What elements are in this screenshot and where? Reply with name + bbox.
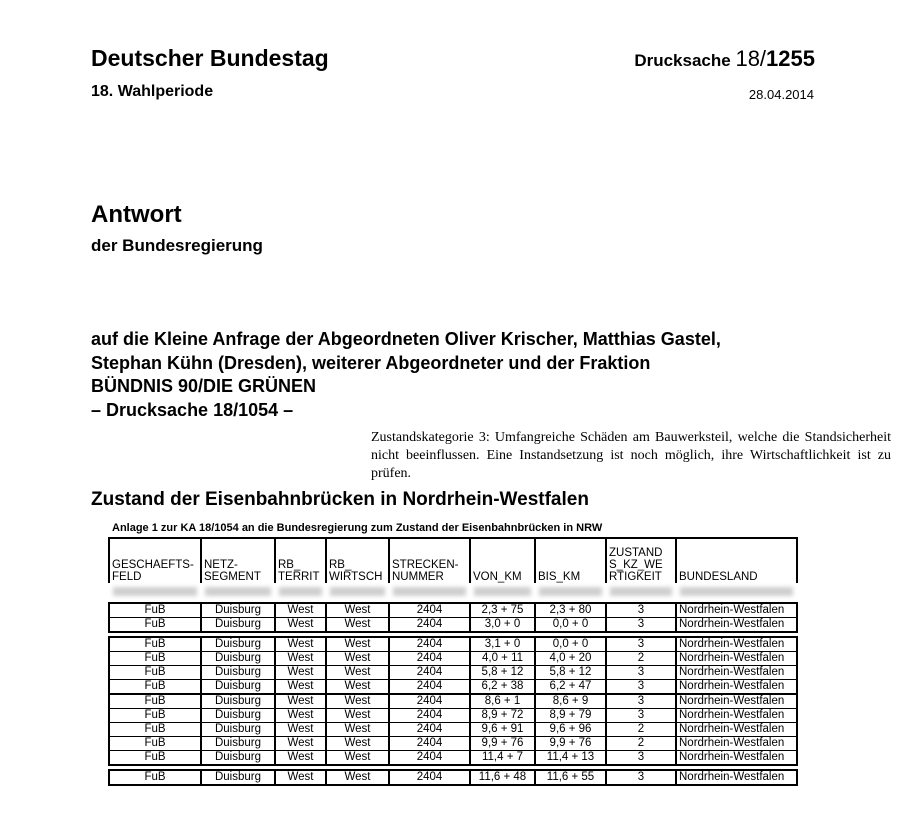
table-cell: 3 xyxy=(606,666,676,680)
table-cell: 0,0 + 0 xyxy=(535,618,606,633)
document-type: Antwort xyxy=(91,201,182,228)
table-cell: Nordrhein-Westfalen xyxy=(676,680,797,695)
table-cell: 6,2 + 47 xyxy=(535,680,606,695)
table-cell: Nordrhein-Westfalen xyxy=(676,694,797,709)
table-cell: 3 xyxy=(606,751,676,766)
table-cell: Nordrhein-Westfalen xyxy=(676,603,797,618)
drucksache-num-prefix: 18/ xyxy=(735,46,767,71)
anfrage-line: auf die Kleine Anfrage der Abgeordneten Oliver Krischer, Matthias Gastel, xyxy=(91,329,721,349)
table-row xyxy=(109,603,797,618)
table-cell: 11,6 + 55 xyxy=(535,770,606,785)
table-cell: 2404 xyxy=(389,680,470,695)
table-cell: 5,8 + 12 xyxy=(470,666,535,680)
table-cell: 4,0 + 20 xyxy=(535,652,606,666)
table-cell: Nordrhein-Westfalen xyxy=(676,751,797,766)
table-cell: West xyxy=(275,709,326,723)
document-date: 28.04.2014 xyxy=(748,87,814,102)
redacted-row xyxy=(109,583,797,599)
table-cell: Nordrhein-Westfalen xyxy=(676,709,797,723)
anfrage-line: Stephan Kühn (Dresden), weiterer Abgeordneter und der Fraktion xyxy=(91,352,651,373)
table-cell: 9,9 + 76 xyxy=(470,737,535,751)
table-cell: West xyxy=(326,618,389,633)
table-cell: FuB xyxy=(109,680,201,695)
table-cell: FuB xyxy=(109,694,201,709)
table-cell: Nordrhein-Westfalen xyxy=(676,618,797,633)
table-header-row xyxy=(109,538,797,583)
redacted-cell xyxy=(201,583,275,599)
table-cell: 2404 xyxy=(389,694,470,709)
table-cell: 3 xyxy=(606,694,676,709)
redacted-cell xyxy=(275,583,326,599)
table-cell: 2,3 + 75 xyxy=(470,603,535,618)
table-cell: West xyxy=(275,694,326,709)
document-subtitle: der Bundesregierung xyxy=(91,236,263,255)
col-header-rb-wirtsch: RB_ WIRTSCH xyxy=(326,538,389,583)
table-cell: West xyxy=(275,737,326,751)
table-cell: West xyxy=(275,666,326,680)
wahlperiode: 18. Wahlperiode xyxy=(91,83,214,100)
table-cell: 0,0 + 0 xyxy=(535,637,606,652)
table-cell: 11,4 + 7 xyxy=(470,751,535,766)
table-cell: West xyxy=(275,637,326,652)
table-cell: 2404 xyxy=(389,723,470,737)
redacted-cell xyxy=(470,583,535,599)
table-cell: West xyxy=(326,723,389,737)
table-cell: 3 xyxy=(606,618,676,633)
table-cell: 3 xyxy=(606,770,676,785)
table-row xyxy=(109,652,797,666)
table-cell: West xyxy=(326,737,389,751)
table-cell: 2404 xyxy=(389,751,470,766)
table-cell: 2404 xyxy=(389,637,470,652)
redacted-cell xyxy=(109,583,201,599)
table-cell: FuB xyxy=(109,652,201,666)
table-cell: 8,9 + 79 xyxy=(535,709,606,723)
table-row xyxy=(109,694,797,709)
col-header-streckennummer: STRECKEN- NUMMER xyxy=(389,538,470,583)
table-cell: West xyxy=(275,770,326,785)
table-cell: FuB xyxy=(109,618,201,633)
table-row xyxy=(109,751,797,766)
table-cell: 9,9 + 76 xyxy=(535,737,606,751)
col-header-geschaeftsfeld: GESCHAEFTS- FELD xyxy=(109,538,201,583)
anfrage-line: – Drucksache 18/1054 – xyxy=(91,399,294,420)
table-caption: Anlage 1 zur KA 18/1054 an die Bundesregierung zum Zustand der Eisenbahnbrücken in NRW xyxy=(112,522,603,534)
table-cell: Nordrhein-Westfalen xyxy=(676,666,797,680)
table-cell: West xyxy=(326,603,389,618)
table-cell: 3 xyxy=(606,680,676,695)
col-header-netzsegment: NETZ- SEGMENT xyxy=(201,538,275,583)
table-cell: West xyxy=(326,751,389,766)
table-cell: Nordrhein-Westfalen xyxy=(676,770,797,785)
table-row xyxy=(109,666,797,680)
col-header-bundesland: BUNDESLAND xyxy=(676,538,797,583)
table-cell: Duisburg xyxy=(201,770,275,785)
bridge-table xyxy=(108,537,798,786)
table-row xyxy=(109,737,797,751)
table-cell: Nordrhein-Westfalen xyxy=(676,637,797,652)
table-cell: 2404 xyxy=(389,737,470,751)
table-cell: 8,6 + 9 xyxy=(535,694,606,709)
table-cell: 9,6 + 91 xyxy=(470,723,535,737)
table-cell: FuB xyxy=(109,723,201,737)
table-cell: 8,6 + 1 xyxy=(470,694,535,709)
table-cell: West xyxy=(326,666,389,680)
table-row xyxy=(109,680,797,695)
table-cell: 8,9 + 72 xyxy=(470,709,535,723)
table-cell: 2404 xyxy=(389,709,470,723)
table-cell: 2404 xyxy=(389,666,470,680)
table-cell: 9,6 + 96 xyxy=(535,723,606,737)
table-cell: Duisburg xyxy=(201,603,275,618)
col-header-zustand: ZUSTAND S_KZ_WE RTIGKEIT xyxy=(606,538,676,583)
table-cell: 2404 xyxy=(389,652,470,666)
table-cell: Duisburg xyxy=(201,723,275,737)
table-cell: FuB xyxy=(109,637,201,652)
table-cell: 2404 xyxy=(389,770,470,785)
table-cell: West xyxy=(326,637,389,652)
table-cell: FuB xyxy=(109,737,201,751)
table-cell: 4,0 + 11 xyxy=(470,652,535,666)
table-row xyxy=(109,618,797,633)
anfrage-line: BÜNDNIS 90/DIE GRÜNEN xyxy=(91,376,317,396)
table-cell: West xyxy=(326,652,389,666)
redacted-cell xyxy=(606,583,676,599)
table-cell: West xyxy=(275,680,326,695)
table-cell: West xyxy=(326,709,389,723)
table-cell: West xyxy=(326,694,389,709)
table-cell: Nordrhein-Westfalen xyxy=(676,737,797,751)
table-cell: Duisburg xyxy=(201,666,275,680)
table-row xyxy=(109,770,797,785)
table-cell: 11,4 + 13 xyxy=(535,751,606,766)
table-cell: Duisburg xyxy=(201,694,275,709)
table-cell: West xyxy=(326,770,389,785)
table-cell: West xyxy=(275,618,326,633)
table-cell: Nordrhein-Westfalen xyxy=(676,723,797,737)
table-cell: 2 xyxy=(606,652,676,666)
table-cell: 3,0 + 0 xyxy=(470,618,535,633)
table-cell: 5,8 + 12 xyxy=(535,666,606,680)
section-title: Zustand der Eisenbahnbrücken in Nordrhein-Westfalen xyxy=(91,489,589,510)
table-cell: 11,6 + 48 xyxy=(470,770,535,785)
table-cell: Duisburg xyxy=(201,737,275,751)
table-cell: FuB xyxy=(109,666,201,680)
redacted-cell xyxy=(535,583,606,599)
table-cell: 6,2 + 38 xyxy=(470,680,535,695)
table-cell: West xyxy=(275,723,326,737)
table-cell: West xyxy=(326,680,389,695)
table-cell: Duisburg xyxy=(201,680,275,695)
redacted-cell xyxy=(326,583,389,599)
col-header-rb-territ: RB_ TERRIT xyxy=(275,538,326,583)
table-cell: West xyxy=(275,652,326,666)
table-cell: 3,1 + 0 xyxy=(470,637,535,652)
table-cell: 2,3 + 80 xyxy=(535,603,606,618)
table-cell: Duisburg xyxy=(201,618,275,633)
table-cell: Duisburg xyxy=(201,751,275,766)
table-cell: West xyxy=(275,751,326,766)
table-cell: Duisburg xyxy=(201,709,275,723)
redacted-cell xyxy=(676,583,797,599)
drucksache-num-main: 1255 xyxy=(766,46,815,71)
table-row xyxy=(109,723,797,737)
table-cell: 3 xyxy=(606,637,676,652)
bundestag-title: Deutscher Bundestag xyxy=(91,45,329,71)
table-cell: 2 xyxy=(606,723,676,737)
table-cell: FuB xyxy=(109,751,201,766)
table-row xyxy=(109,637,797,652)
table-cell: Duisburg xyxy=(201,637,275,652)
table-cell: 2 xyxy=(606,737,676,751)
drucksache-label: Drucksache xyxy=(634,51,731,70)
table-cell: 3 xyxy=(606,603,676,618)
col-header-von-km: VON_KM xyxy=(470,538,535,583)
table-row xyxy=(109,709,797,723)
anfrage-heading xyxy=(91,328,721,422)
table-cell: Duisburg xyxy=(201,652,275,666)
table-cell: Nordrhein-Westfalen xyxy=(676,652,797,666)
table-cell: 3 xyxy=(606,709,676,723)
table-cell: 2404 xyxy=(389,618,470,633)
table-cell: 2404 xyxy=(389,603,470,618)
col-header-bis-km: BIS_KM xyxy=(535,538,606,583)
table-cell: FuB xyxy=(109,603,201,618)
redacted-cell xyxy=(389,583,470,599)
table-cell: West xyxy=(275,603,326,618)
table-cell: FuB xyxy=(109,770,201,785)
zustandskategorie-note: Zustandskategorie 3: Umfangreiche Schäden am Bauwerksteil, welche die Standsicherheit nicht beeinflussen. Eine Instandsetzung ist noch möglich, ihre Wirtschaftlichkeit ist zu prüfen. xyxy=(371,430,891,481)
table-cell: FuB xyxy=(109,709,201,723)
drucksache-number xyxy=(634,46,815,72)
